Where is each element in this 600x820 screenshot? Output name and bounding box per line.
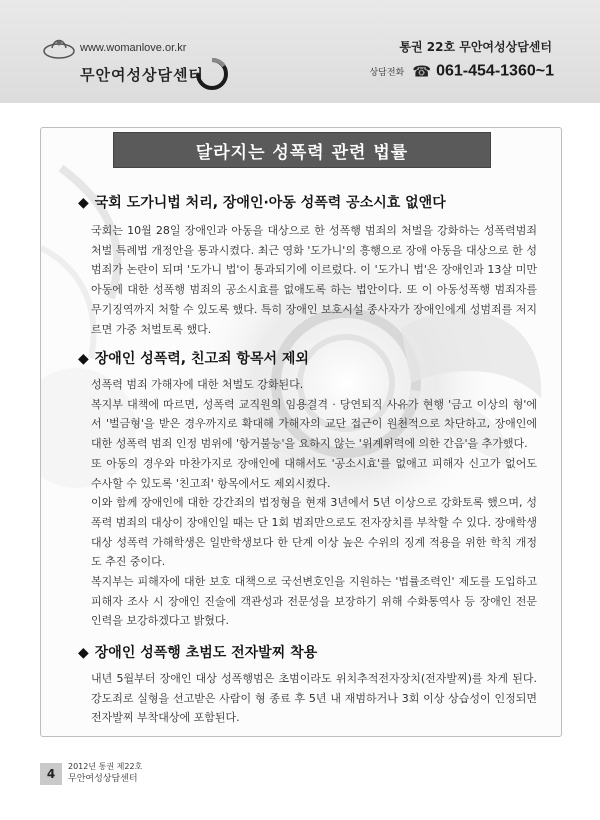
diamond-bullet-icon: ◆: [78, 195, 89, 211]
footer-info: [68, 761, 142, 785]
page-header: [0, 0, 600, 103]
paragraph: 내년 5월부터 장애인 대상 성폭행범은 초범이라도 위치추적전자장치(전자발찌)를 차게 된다. 강도죄로 실형을 선고받은 사람이 형 종료 후 5년 내 재범하거나 3회 이상 상습성이 인정되면 전자발찌 부착대상에 포함된다.: [91, 672, 537, 725]
paragraph: 복지부는 피해자에 대한 보호 대책으로 국선변호인을 지원하는 '법률조력인' 제도를 도입하고 피해자 조사 시 장애인 진술에 객관성과 전문성을 보장하기 위해 수화통역사 등 장애인 전문 인력을 보강하겠다고 밝혔다.: [91, 575, 537, 628]
section-heading-text: 장애인 성폭행 초범도 전자발찌 착용: [94, 645, 318, 661]
article-box: [40, 127, 562, 737]
diamond-bullet-icon: ◆: [78, 645, 89, 661]
paragraph: 또 아동의 경우와 마찬가지로 장애인에 대해서도 '공소시효'를 없애고 피해자 신고가 없어도 수사할 수 있도록 '친고죄' 항목에서도 제외시켰다.: [91, 456, 537, 490]
section-heading-text: 장애인 성폭력, 친고죄 항목서 제외: [94, 351, 309, 367]
paragraph: 성폭력 범죄 가해자에 대한 처벌도 강화된다.: [91, 378, 304, 391]
swirl-logo-icon: [192, 54, 232, 94]
section-heading: [78, 192, 446, 212]
org-name: 무안여성상담센터: [80, 66, 204, 84]
website-url: www.womanlove.or.kr: [80, 42, 187, 54]
footer-org-line: 무안여성상담센터: [68, 774, 138, 784]
page-number: 4: [40, 763, 62, 785]
issue-label: 통권 22호 무안여성상담센터: [399, 40, 552, 54]
article-title: 달라지는 성폭력 관련 법률: [113, 132, 491, 168]
paragraph: 이와 함께 장애인에 대한 강간죄의 법정형을 현재 3년에서 5년 이상으로 강화토록 했으며, 성폭력 범죄의 대상이 장애인일 때는 단 1회 범죄만으로도 전자장치를 부착할 수 있다. 장애학생 대상 성폭력 가해학생은 일반학생보다 한 단계 이상 높은 수위의 징계 적용을 위한 학칙 개정도 추진 중이다.: [91, 496, 537, 569]
section-body: [91, 669, 537, 728]
diamond-bullet-icon: ◆: [78, 351, 89, 367]
section-heading-text: 국회 도가니법 처리, 장애인·아동 성폭력 공소시효 없앤다: [94, 195, 446, 211]
section-body: [91, 375, 537, 631]
phone-number: 061-454-1360~1: [436, 62, 554, 80]
paragraph: 국회는 10월 28일 장애인과 아동을 대상으로 한 성폭행 범죄의 처벌을 강화하는 성폭력범죄 처벌 특례법 개정안을 통과시켰다. 최근 영화 '도가니'의 흥행으로 장애 아동을 대상으로 한 성범죄가 논란이 되며 '도가니 법'이 통과되기에 이르렀다. 이 '도가니 법'은 장애인과 13살 미만 아동에 대한 성폭행 범죄의 공소시효를 없애도록 하는 법안이다. 또 이 아동성폭행 범죄자를 무기징역까지 처할 수 있도록 했다. 특히 장애인 보호시설 종사자가 장애인에게 성범죄를 저지르면 가중 처벌토록 했다.: [91, 224, 537, 336]
footer-issue-line: 2012년 통권 제22호: [68, 762, 143, 771]
section-heading: [78, 348, 309, 368]
phone-label: 상담전화: [369, 68, 405, 78]
section-body: [91, 221, 537, 339]
section-heading: [78, 642, 317, 662]
paragraph: 복지부 대책에 따르면, 성폭력 교직원의 임용결격 · 당연퇴직 사유가 현행 '금고 이상의 형'에서 '벌금형'을 받은 경우까지로 확대해 가해자의 교단 접근이 원천적으로 차단하고, 장애인에 대한 성폭력 범죄 인정 범위에 '항거불능'을 요하지 않는 '위계위력에 의한 간음'을 추가했다.: [91, 397, 537, 451]
phone-icon: ☎: [412, 62, 432, 81]
phone-line: [369, 61, 554, 87]
logo: [42, 30, 262, 92]
flower-logo-icon: [42, 34, 76, 60]
